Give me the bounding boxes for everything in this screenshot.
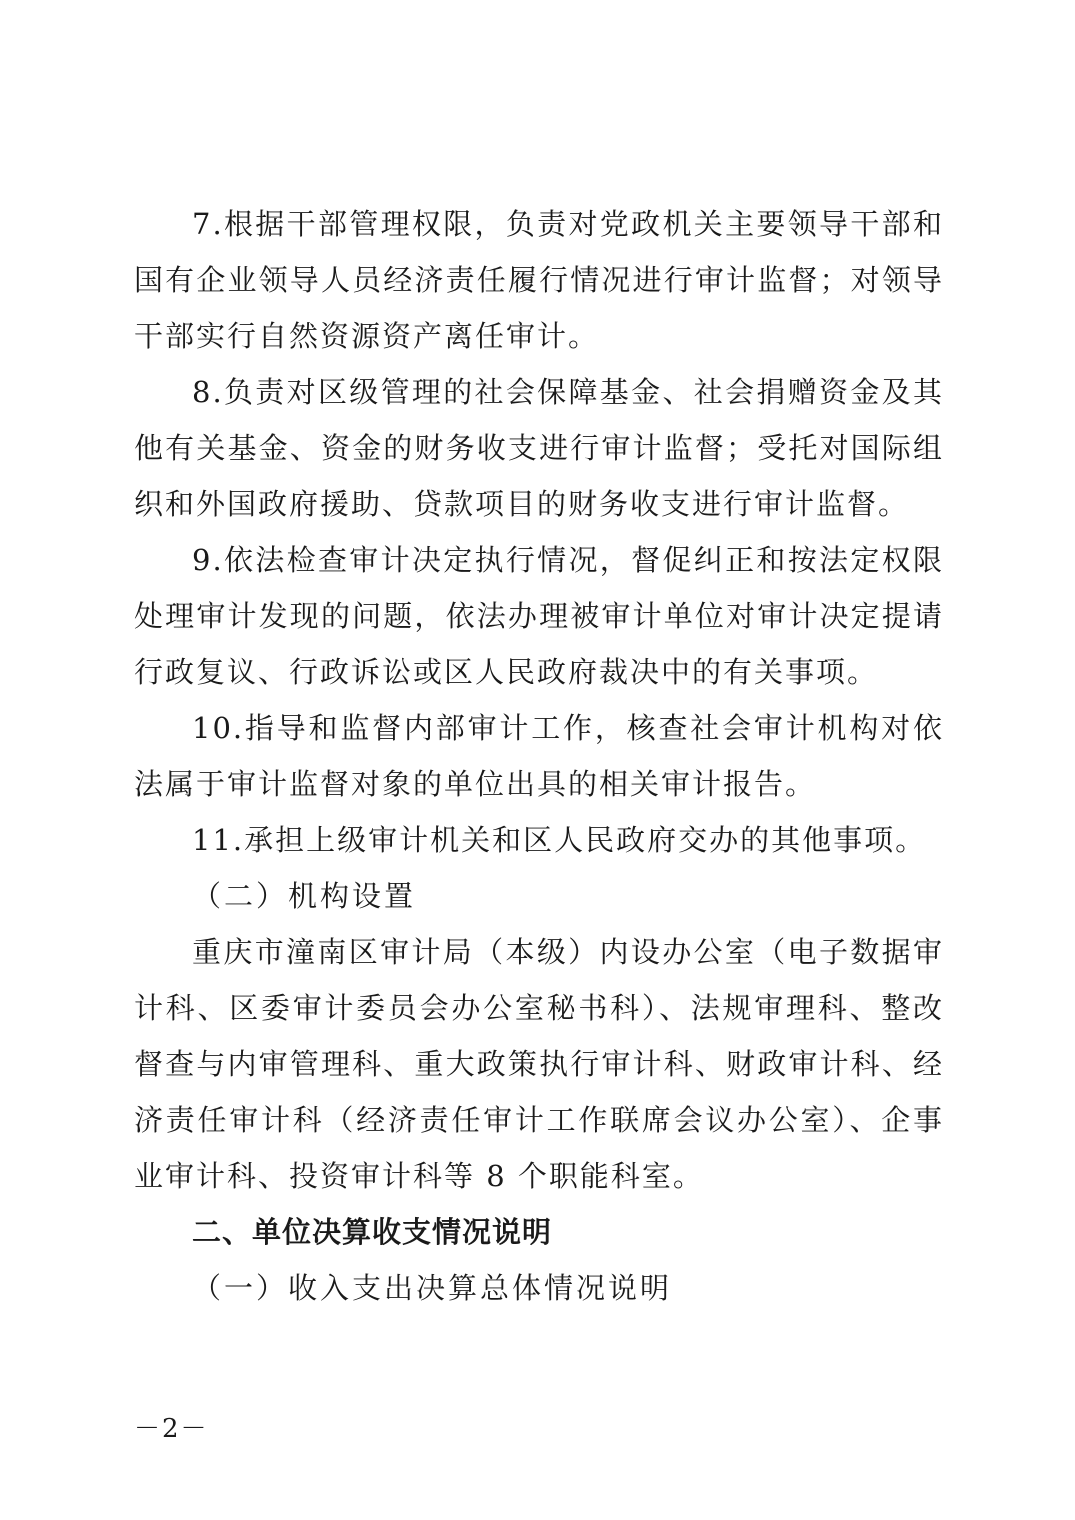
- section-heading-overall-accounts: （一）收入支出决算总体情况说明: [192, 1271, 673, 1305]
- paragraph-org-setup: 重庆市潼南区审计局（本级）内设办公室（电子数据审计科、区委审计委员会办公室秘书科）、法规审理科、整改督查与内审管理科、重大政策执行审计科、财政审计科、经济责任审计科（经济责任审计工作联席会议办公室）、企事业审计科、投资审计科等 8 个职能科室。: [134, 935, 944, 1193]
- section-heading-final-accounts: 二、单位决算收支情况说明: [192, 1215, 553, 1249]
- paragraph-item-9: 9.依法检查审计决定执行情况，督促纠正和按法定权限处理审计发现的问题，依法办理被审计单位对审计决定提请行政复议、行政诉讼或区人民政府裁决中的有关事项。: [134, 543, 944, 689]
- document-body: [134, 196, 944, 1316]
- paragraph-item-11: 11.承担上级审计机关和区人民政府交办的其他事项。: [192, 823, 927, 857]
- section-heading-org-setup: （二）机构设置: [192, 879, 417, 913]
- page-number: －2－: [134, 1414, 209, 1444]
- paragraph-item-8: 8.负责对区级管理的社会保障基金、社会捐赠资金及其他有关基金、资金的财务收支进行审计监督；受托对国际组织和外国政府援助、贷款项目的财务收支进行审计监督。: [134, 375, 944, 521]
- paragraph-item-7: 7.根据干部管理权限，负责对党政机关主要领导干部和国有企业领导人员经济责任履行情况进行审计监督；对领导干部实行自然资源资产离任审计。: [134, 207, 944, 353]
- paragraph-item-10: 10.指导和监督内部审计工作，核查社会审计机构对依法属于审计监督对象的单位出具的相关审计报告。: [134, 711, 944, 801]
